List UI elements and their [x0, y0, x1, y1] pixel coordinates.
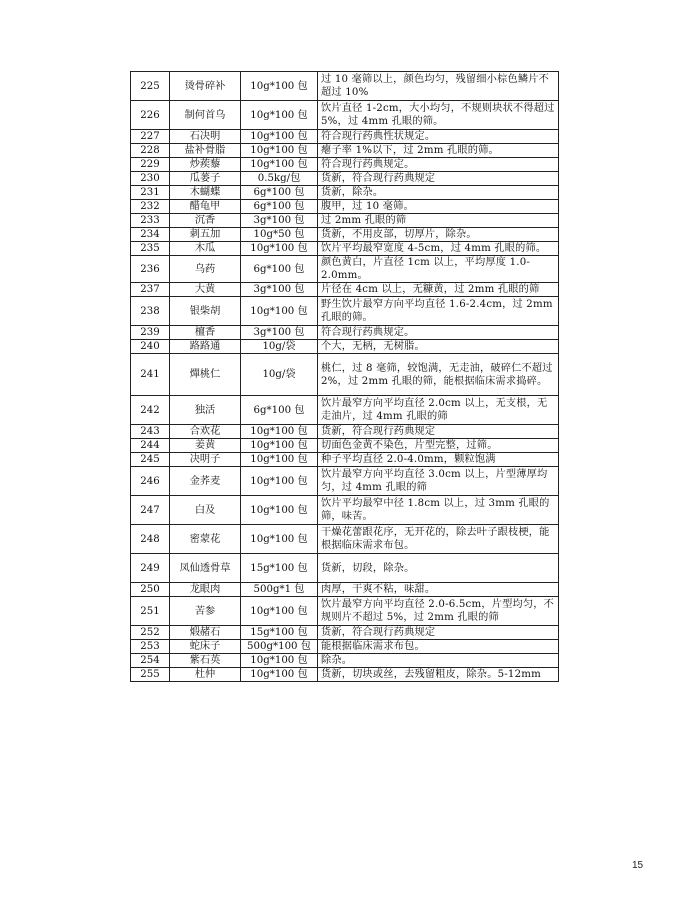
- quality-requirement: 颜色黄白，片直径 1cm 以上，平均厚度 1.0-2.0mm。: [318, 256, 559, 283]
- table-row: [131, 228, 559, 242]
- row-number: 226: [131, 101, 170, 130]
- table-row: [131, 200, 559, 214]
- herb-name: 决明子: [170, 453, 241, 467]
- row-number: 251: [131, 597, 170, 626]
- herb-name: 紫石英: [170, 654, 241, 668]
- row-number: 247: [131, 496, 170, 525]
- herb-name: 瓜蒌子: [170, 172, 241, 186]
- row-number: 237: [131, 283, 170, 297]
- table-row: [131, 668, 559, 682]
- row-number: 253: [131, 640, 170, 654]
- quality-requirement: 干燥花蕾跟花序，无开花的，除去叶子跟枝梗，能根据临床需求布包。: [318, 525, 559, 554]
- table-row: [131, 283, 559, 297]
- row-number: 252: [131, 626, 170, 640]
- quality-requirement: 货新，不用皮部，切厚片，除杂。: [318, 228, 559, 242]
- herb-name: 木蝴蝶: [170, 186, 241, 200]
- herb-name: 路路通: [170, 340, 241, 354]
- package-spec: 10g/袋: [241, 340, 318, 354]
- quality-requirement: 片径在 4cm 以上，无糠黄，过 2mm 孔眼的筛: [318, 283, 559, 297]
- herb-name: 煅赭石: [170, 626, 241, 640]
- row-number: 229: [131, 158, 170, 172]
- row-number: 233: [131, 214, 170, 228]
- quality-requirement: 饮片平均最窄中径 1.8cm 以上，过 3mm 孔眼的筛，味苦。: [318, 496, 559, 525]
- herb-name: 醋龟甲: [170, 200, 241, 214]
- table-row: [131, 144, 559, 158]
- row-number: 240: [131, 340, 170, 354]
- herb-name: 制何首乌: [170, 101, 241, 130]
- herb-name: 烫骨碎补: [170, 72, 241, 101]
- page-number: 15: [632, 860, 644, 871]
- row-number: 235: [131, 242, 170, 256]
- quality-requirement: 饮片最窄方向平均直径 2.0-6.5cm，片型均匀，不规则片不超过 5%，过 2mm 孔眼的筛: [318, 597, 559, 626]
- table-row: [131, 425, 559, 439]
- herb-name: 盐补骨脂: [170, 144, 241, 158]
- table-row: [131, 256, 559, 283]
- row-number: 241: [131, 354, 170, 396]
- row-number: 225: [131, 72, 170, 101]
- quality-requirement: 货新，符合现行药典规定: [318, 425, 559, 439]
- table-row: [131, 554, 559, 583]
- package-spec: 10g*100 包: [241, 297, 318, 326]
- herb-name: 石决明: [170, 130, 241, 144]
- table-row: [131, 583, 559, 597]
- package-spec: 10g*100 包: [241, 525, 318, 554]
- table-row: [131, 496, 559, 525]
- herb-name: 金荞麦: [170, 467, 241, 496]
- quality-requirement: 过 10 毫筛以上，颜色均匀，残留细小棕色鳞片不超过 10%: [318, 72, 559, 101]
- package-spec: 10g/袋: [241, 354, 318, 396]
- package-spec: 6g*100 包: [241, 396, 318, 425]
- row-number: 238: [131, 297, 170, 326]
- package-spec: 6g*100 包: [241, 200, 318, 214]
- package-spec: 3g*100 包: [241, 283, 318, 297]
- table-row: [131, 467, 559, 496]
- table-row: [131, 242, 559, 256]
- quality-requirement: 饮片平均最窄宽度 4-5cm，过 4mm 孔眼的筛。: [318, 242, 559, 256]
- quality-requirement: 饮片直径 1-2cm，大小均匀，不规则块状不得超过 5%，过 4mm 孔眼的筛。: [318, 101, 559, 130]
- quality-requirement: 货新，切块或丝，去残留粗皮，除杂。5-12mm: [318, 668, 559, 682]
- row-number: 228: [131, 144, 170, 158]
- herb-name: 木瓜: [170, 242, 241, 256]
- quality-requirement: 个大，无柄，无树脂。: [318, 340, 559, 354]
- row-number: 232: [131, 200, 170, 214]
- row-number: 242: [131, 396, 170, 425]
- quality-requirement: 切面色金黄不染色，片型完整，过筛。: [318, 439, 559, 453]
- row-number: 234: [131, 228, 170, 242]
- herb-name: 姜黄: [170, 439, 241, 453]
- quality-requirement: 除杂。: [318, 654, 559, 668]
- herb-name: 苦参: [170, 597, 241, 626]
- package-spec: 10g*50 包: [241, 228, 318, 242]
- herb-name: 檀香: [170, 326, 241, 340]
- package-spec: 10g*100 包: [241, 668, 318, 682]
- herb-name: 独活: [170, 396, 241, 425]
- herb-name: 燀桃仁: [170, 354, 241, 396]
- quality-requirement: 野生饮片最窄方向平均直径 1.6-2.4cm，过 2mm 孔眼的筛。: [318, 297, 559, 326]
- package-spec: 10g*100 包: [241, 597, 318, 626]
- table-row: [131, 453, 559, 467]
- package-spec: 10g*100 包: [241, 439, 318, 453]
- package-spec: 500g*1 包: [241, 583, 318, 597]
- row-number: 254: [131, 654, 170, 668]
- herb-name: 银柴胡: [170, 297, 241, 326]
- package-spec: 10g*100 包: [241, 425, 318, 439]
- quality-requirement: 过 2mm 孔眼的筛: [318, 214, 559, 228]
- table-body: [131, 72, 559, 682]
- quality-requirement: 符合现行药典性状规定。: [318, 130, 559, 144]
- row-number: 239: [131, 326, 170, 340]
- herb-spec-table: [130, 71, 559, 682]
- package-spec: 15g*100 包: [241, 554, 318, 583]
- herb-name: 刺五加: [170, 228, 241, 242]
- row-number: 255: [131, 668, 170, 682]
- herb-name: 合欢花: [170, 425, 241, 439]
- table-row: [131, 172, 559, 186]
- package-spec: 6g*100 包: [241, 256, 318, 283]
- row-number: 249: [131, 554, 170, 583]
- quality-requirement: 饮片最窄方向平均直径 2.0cm 以上，无支根，无走油片，过 4mm 孔眼的筛: [318, 396, 559, 425]
- quality-requirement: 瘪子率 1%以下，过 2mm 孔眼的筛。: [318, 144, 559, 158]
- table-row: [131, 439, 559, 453]
- quality-requirement: 能根据临床需求布包。: [318, 640, 559, 654]
- table-row: [131, 101, 559, 130]
- table-row: [131, 640, 559, 654]
- table-row: [131, 186, 559, 200]
- table-row: [131, 654, 559, 668]
- row-number: 246: [131, 467, 170, 496]
- quality-requirement: 符合现行药典规定。: [318, 326, 559, 340]
- herb-name: 白及: [170, 496, 241, 525]
- package-spec: 500g*100 包: [241, 640, 318, 654]
- table-row: [131, 626, 559, 640]
- table-row: [131, 597, 559, 626]
- table-row: [131, 297, 559, 326]
- herb-name: 大黄: [170, 283, 241, 297]
- row-number: 244: [131, 439, 170, 453]
- package-spec: 10g*100 包: [241, 242, 318, 256]
- package-spec: 10g*100 包: [241, 654, 318, 668]
- herb-name: 凤仙透骨草: [170, 554, 241, 583]
- row-number: 236: [131, 256, 170, 283]
- table-row: [131, 326, 559, 340]
- quality-requirement: 桃仁，过 8 毫筛，较饱满，无走油，破碎仁不超过 2%，过 2mm 孔眼的筛，能根据临床需求捣碎。: [318, 354, 559, 396]
- table-row: [131, 340, 559, 354]
- quality-requirement: 饮片最窄方向平均直径 3.0cm 以上，片型薄厚均匀，过 4mm 孔眼的筛: [318, 467, 559, 496]
- row-number: 230: [131, 172, 170, 186]
- herb-name: 乌药: [170, 256, 241, 283]
- package-spec: 10g*100 包: [241, 144, 318, 158]
- table-row: [131, 130, 559, 144]
- row-number: 250: [131, 583, 170, 597]
- package-spec: 10g*100 包: [241, 496, 318, 525]
- herb-name: 炒蒺藜: [170, 158, 241, 172]
- package-spec: 10g*100 包: [241, 453, 318, 467]
- package-spec: 10g*100 包: [241, 158, 318, 172]
- quality-requirement: 符合现行药典规定。: [318, 158, 559, 172]
- herb-name: 密蒙花: [170, 525, 241, 554]
- quality-requirement: 货新，符合现行药典规定: [318, 172, 559, 186]
- quality-requirement: 腹甲，过 10 毫筛。: [318, 200, 559, 214]
- package-spec: 10g*100 包: [241, 467, 318, 496]
- package-spec: 6g*100 包: [241, 186, 318, 200]
- package-spec: 15g*100 包: [241, 626, 318, 640]
- herb-name: 蛇床子: [170, 640, 241, 654]
- quality-requirement: 肉厚，干爽不粘，味甜。: [318, 583, 559, 597]
- row-number: 245: [131, 453, 170, 467]
- quality-requirement: 货新，切段，除杂。: [318, 554, 559, 583]
- herb-name: 龙眼肉: [170, 583, 241, 597]
- table-row: [131, 72, 559, 101]
- table-row: [131, 214, 559, 228]
- package-spec: 0.5kg/包: [241, 172, 318, 186]
- row-number: 248: [131, 525, 170, 554]
- row-number: 243: [131, 425, 170, 439]
- quality-requirement: 货新，除杂。: [318, 186, 559, 200]
- table-row: [131, 158, 559, 172]
- package-spec: 10g*100 包: [241, 72, 318, 101]
- package-spec: 10g*100 包: [241, 101, 318, 130]
- quality-requirement: 种子平均直径 2.0-4.0mm，颗粒饱满: [318, 453, 559, 467]
- quality-requirement: 货新，符合现行药典规定: [318, 626, 559, 640]
- table-row: [131, 354, 559, 396]
- row-number: 231: [131, 186, 170, 200]
- package-spec: 3g*100 包: [241, 326, 318, 340]
- package-spec: 10g*100 包: [241, 130, 318, 144]
- herb-name: 杜仲: [170, 668, 241, 682]
- table-row: [131, 525, 559, 554]
- table-row: [131, 396, 559, 425]
- herb-name: 沉香: [170, 214, 241, 228]
- row-number: 227: [131, 130, 170, 144]
- package-spec: 3g*100 包: [241, 214, 318, 228]
